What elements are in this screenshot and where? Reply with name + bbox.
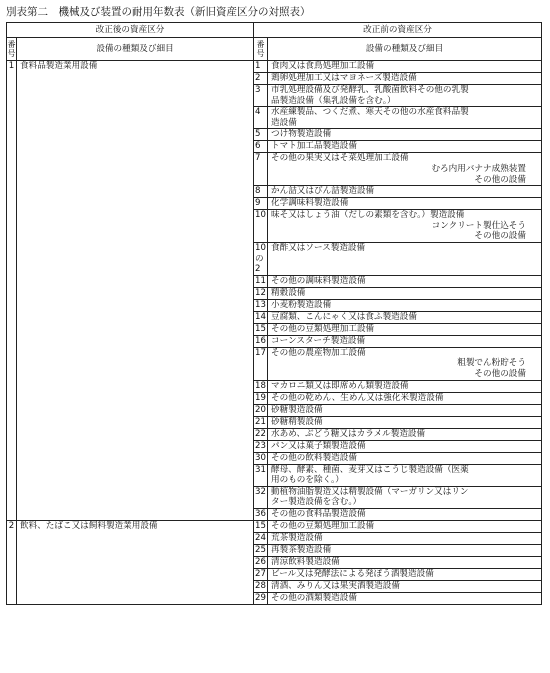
old-item-subitem: その他の設備 — [474, 174, 526, 185]
old-item-line: 化学調味料製造設備 — [271, 198, 349, 209]
old-number-header-text: 番号 — [256, 40, 265, 58]
old-item-number: 19 — [255, 392, 266, 403]
old-number-header — [254, 38, 268, 61]
old-item-number: 23 — [255, 440, 266, 451]
old-item-name — [268, 275, 542, 287]
category-name: 飲料、たばこ又は飼料製造業用設備 — [17, 520, 254, 604]
old-item-number: 9 — [254, 198, 268, 210]
old-item-line: その他の酒類製造設備 — [271, 592, 357, 603]
new-number-header — [7, 38, 17, 61]
old-item-line: 清酒、みりん又は果実酒製造設備 — [271, 580, 400, 591]
old-item-name — [268, 568, 542, 580]
old-item-line: 清涼飲料製造設備 — [271, 556, 340, 567]
old-item-number: 16 — [255, 335, 266, 346]
old-item-number: 5 — [254, 129, 268, 141]
old-item-name — [268, 464, 542, 486]
old-item-number: 15 — [255, 323, 266, 334]
old-item-name — [268, 287, 542, 299]
old-item-line: ター製造設備を含む。） — [271, 497, 362, 508]
old-item-number: 21 — [255, 416, 266, 427]
old-item-name — [268, 440, 542, 452]
old-item-line: 荒茶製造設備 — [271, 532, 323, 543]
old-item-line: 砂糖製造設備 — [271, 404, 323, 415]
old-item-name — [268, 198, 542, 210]
old-item-name — [268, 404, 542, 416]
old-item-number: 24 — [255, 532, 266, 543]
old-item-line: 精穀設備 — [271, 287, 306, 298]
old-item-line: その他の豆類処理加工設備 — [271, 323, 375, 334]
old-item-number: 11 — [255, 275, 266, 286]
new-number-header-text: 番号 — [7, 40, 16, 58]
old-item-name — [268, 380, 542, 392]
table-body — [7, 61, 542, 605]
old-item-line: その他の果実又はそ菜処理加工設備 — [271, 153, 409, 164]
old-item-line: その他の調味料製造設備 — [271, 275, 366, 286]
old-item-line: その他の飲料製造設備 — [271, 452, 357, 463]
old-item-number: 13 — [255, 299, 266, 310]
category-number: 2 — [7, 520, 17, 604]
new-section-header: 改正後の資産区分 — [7, 23, 254, 38]
old-item-name — [268, 347, 542, 380]
old-item-number: 15 — [255, 520, 266, 531]
old-item-name — [268, 335, 542, 347]
old-item-header: 設備の種類及び細目 — [268, 38, 542, 61]
old-item-line: 豆腐類、こんにゃく又は食ふ製造設備 — [271, 311, 417, 322]
old-item-number: 27 — [255, 568, 266, 579]
new-item-header: 設備の種類及び細目 — [17, 38, 254, 61]
old-item-name — [268, 141, 542, 153]
old-item-name — [268, 129, 542, 141]
old-item-line: 用のものを除く。） — [271, 475, 344, 486]
old-item-name — [268, 520, 542, 532]
old-item-line: その他の農産物加工設備 — [271, 347, 366, 358]
old-item-name — [268, 73, 542, 85]
old-item-line: 小麦粉製造設備 — [271, 299, 332, 310]
old-item-line: かん詰又はびん詰製造設備 — [271, 186, 375, 197]
old-item-number: 1 — [254, 61, 268, 73]
old-item-line: 食酢又はソース製造設備 — [271, 242, 366, 253]
old-item-number: 31 — [254, 464, 268, 486]
old-item-number: 28 — [255, 580, 266, 591]
old-item-number: 18 — [255, 380, 266, 391]
old-item-subitem: コンクリート製仕込そう — [431, 220, 526, 231]
old-item-name — [268, 556, 542, 568]
old-item-number: 10の2 — [255, 242, 266, 275]
page-title: 別表第二 機械及び装置の耐用年数表（新旧資産区分の対照表） — [6, 6, 311, 18]
old-item-line: 再製茶製造設備 — [271, 544, 332, 555]
old-item-number: 12 — [255, 287, 266, 298]
old-item-name — [268, 392, 542, 404]
old-item-name — [268, 486, 542, 508]
old-item-number: 22 — [255, 428, 266, 439]
old-item-line: つけ物製造設備 — [271, 129, 332, 140]
old-section-header: 改正前の資産区分 — [254, 23, 542, 38]
old-item-line: 造設備 — [271, 117, 297, 128]
old-item-subitem: その他の設備 — [474, 368, 526, 379]
old-item-number: 32 — [254, 486, 268, 508]
old-item-number: 20 — [255, 404, 266, 415]
old-item-line: パン又は菓子類製造設備 — [271, 440, 366, 451]
old-item-line: マカロニ類又は即席めん類製造設備 — [271, 380, 409, 391]
old-item-name — [268, 107, 542, 129]
old-item-number: 17 — [254, 347, 268, 380]
old-item-number: 36 — [255, 508, 266, 519]
table-row — [7, 61, 542, 73]
asset-correspondence-table — [6, 22, 542, 605]
old-item-line: 水あめ、ぶどう糖又はカラメル製造設備 — [271, 428, 426, 439]
old-item-line: その他の乾めん、生めん又は強化米製造設備 — [271, 392, 444, 403]
old-item-number: 7 — [254, 153, 268, 186]
old-item-name — [268, 210, 542, 243]
old-item-number: 14 — [255, 311, 266, 322]
old-item-name — [268, 323, 542, 335]
old-item-name — [268, 186, 542, 198]
old-item-name — [268, 416, 542, 428]
old-item-line: ビール又は発酵法による発ぽう酒製造設備 — [271, 568, 434, 579]
old-item-name — [268, 428, 542, 440]
old-item-line: トマト加工品製造設備 — [271, 141, 357, 152]
table-row — [7, 520, 542, 532]
old-item-number: 2 — [254, 73, 268, 85]
old-item-line: その他の食料品製造設備 — [271, 508, 366, 519]
old-item-name — [268, 242, 542, 275]
old-item-name — [268, 85, 542, 107]
old-item-line: コーンスターチ製造設備 — [271, 335, 366, 346]
old-item-line: 味そ又はしょう油（だしの素類を含む。）製造設備 — [271, 210, 465, 221]
old-item-name — [268, 532, 542, 544]
old-item-number: 4 — [254, 107, 268, 129]
old-item-number: 26 — [255, 556, 266, 567]
old-item-line: 水産練製品、つくだ煮、寒天その他の水産食料品製 — [271, 107, 469, 118]
old-item-line: 酵母、酵素、種菌、麦芽又はこうじ製造設備（医薬 — [271, 464, 469, 475]
old-item-number: 3 — [254, 85, 268, 107]
old-item-name — [268, 61, 542, 73]
old-item-name — [268, 452, 542, 464]
old-item-subitem: その他の設備 — [474, 231, 526, 242]
old-item-line: 砂糖精製設備 — [271, 416, 323, 427]
old-item-line: 動植物油脂製造又は精製設備（マーガリン又はリン — [271, 486, 469, 497]
old-item-line: その他の豆類処理加工設備 — [271, 520, 375, 531]
category-name: 食料品製造業用設備 — [17, 61, 254, 521]
old-item-line: 食肉又は食鳥処理加工設備 — [271, 61, 375, 71]
old-item-number: 8 — [254, 186, 268, 198]
old-item-number: 30 — [255, 452, 266, 463]
category-number: 1 — [7, 61, 17, 521]
old-item-number: 25 — [255, 544, 266, 555]
old-item-name — [268, 311, 542, 323]
old-item-name — [268, 544, 542, 556]
old-item-name — [268, 592, 542, 604]
old-item-name — [268, 580, 542, 592]
old-item-number: 6 — [254, 141, 268, 153]
old-item-number: 10 — [254, 210, 268, 243]
old-item-subitem: むろ内用バナナ成熟装置 — [431, 163, 526, 174]
old-item-name — [268, 299, 542, 311]
old-item-subitem: 粗製でん粉貯そう — [457, 358, 526, 369]
old-item-line: 品製造設備（集乳設備を含む。） — [271, 95, 396, 106]
old-item-name — [268, 153, 542, 186]
old-item-line: 市乳処理設備及び発酵乳、乳酸菌飲料その他の乳製 — [271, 85, 469, 95]
old-item-name — [268, 508, 542, 520]
old-item-line: 鶏卵処理加工又はマヨネーズ製造設備 — [271, 73, 417, 83]
old-item-number: 29 — [255, 592, 266, 603]
